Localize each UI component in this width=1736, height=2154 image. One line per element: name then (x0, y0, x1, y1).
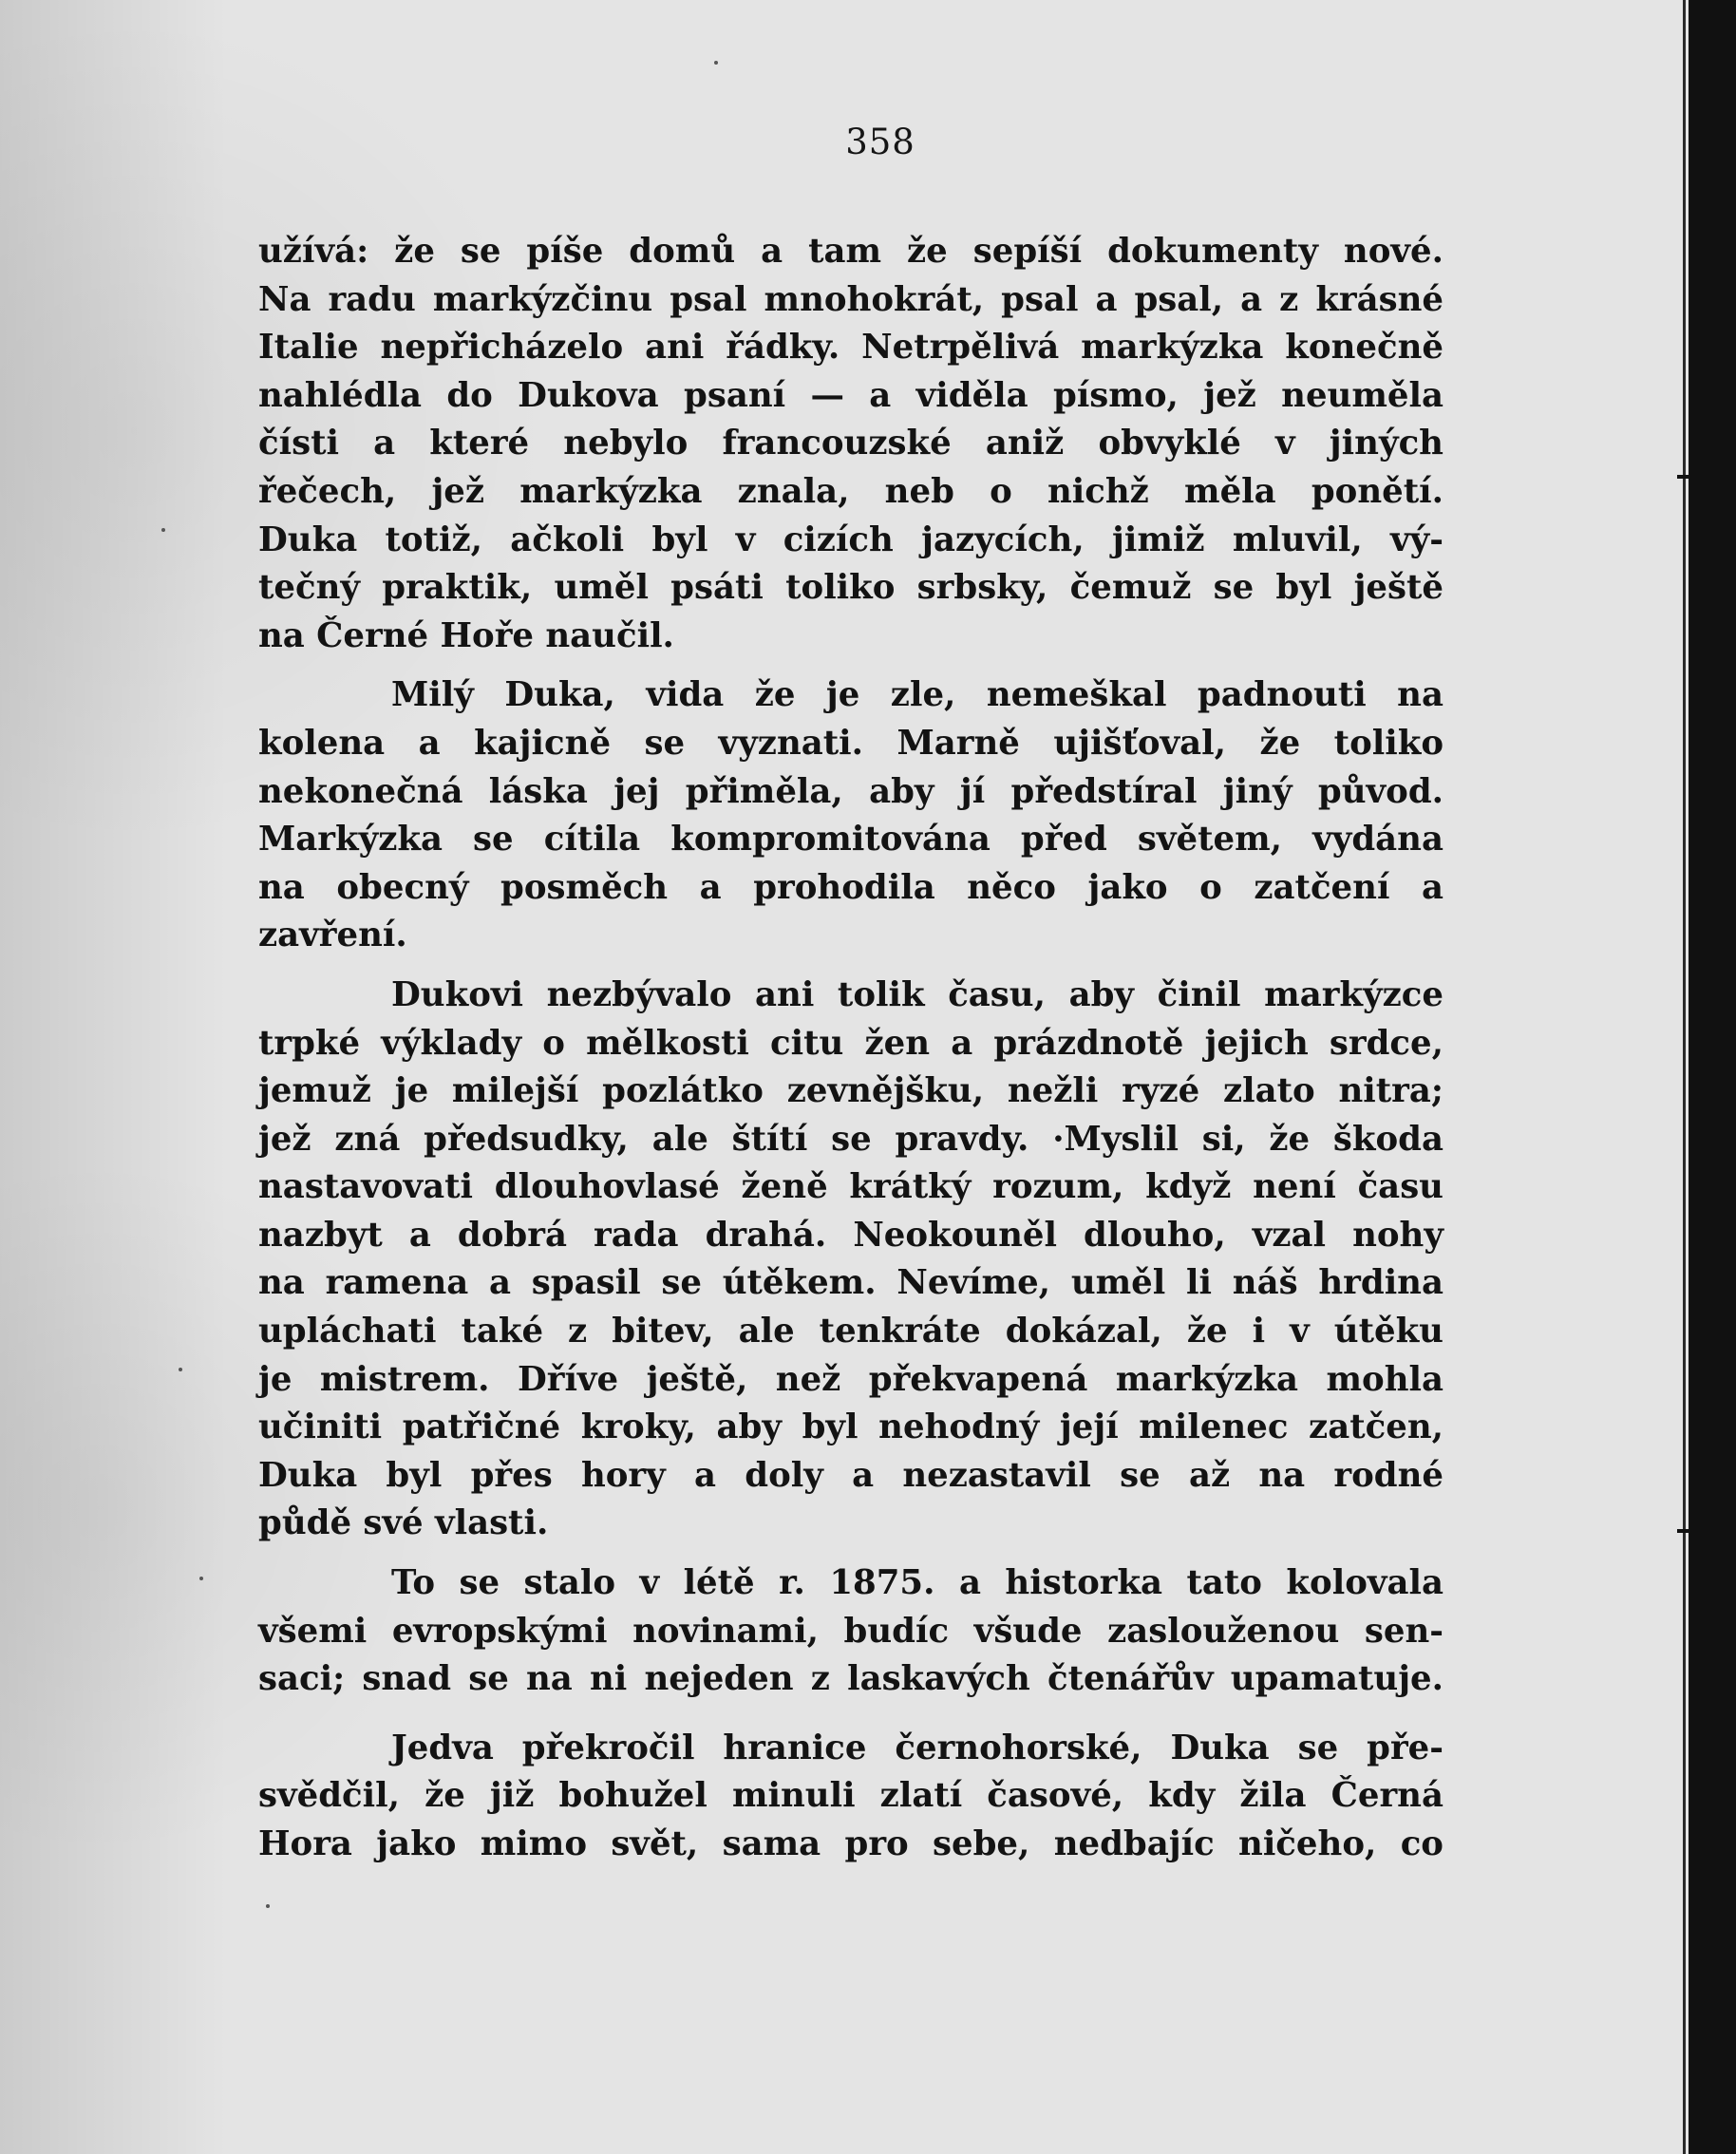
text-line: čísti a které nebylo francouzské aniž obvyklé v jiných (258, 424, 1444, 463)
paragraph-3 (258, 972, 1444, 1548)
print-speck (199, 1577, 203, 1580)
text-line: nekonečná láska jej přiměla, aby jí předstíral jiný původ. (258, 771, 1444, 811)
text-line: Na radu markýzčinu psal mnohokrát, psal a psal, a z krásné (258, 279, 1444, 319)
edge-notch (1677, 475, 1692, 479)
edge-notch (1677, 1529, 1692, 1533)
text-body (258, 228, 1444, 1869)
text-line: zavření. (258, 916, 407, 955)
text-line: nazbyt a dobrá rada drahá. Neokouněl dlouho, vzal nohy (258, 1215, 1444, 1255)
text-line: svědčil, že již bohužel minuli zlatí časové, kdy žila Černá (258, 1776, 1444, 1816)
text-line: trpké výklady o mělkosti citu žen a prázdnotě jejich srdce, (258, 1023, 1444, 1063)
text-line: Hora jako mimo svět, sama pro sebe, nedbajíc ničeho, co (258, 1824, 1444, 1863)
paragraph-5 (258, 1725, 1444, 1869)
print-speck (161, 528, 165, 532)
text-line: půdě své vlasti. (258, 1503, 549, 1543)
text-line: řečech, jež markýzka znala, neb o nichž měla ponětí. (258, 471, 1444, 511)
text-line: na ramena a spasil se útěkem. Nevíme, uměl li náš hrdina (258, 1263, 1444, 1303)
text-line: jež zná předsudky, ale štítí se pravdy. ·Myslil si, že škoda (258, 1119, 1444, 1159)
page-edge-shadow (0, 0, 228, 2154)
paragraph-2 (258, 671, 1444, 960)
text-line: všemi evropskými novinami, budíc všude zaslouženou sen- (258, 1611, 1444, 1651)
text-line: upláchati také z bitev, ale tenkráte dokázal, že i v útěku (258, 1312, 1444, 1351)
text-line: Markýzka se cítila kompromitována před světem, vydána (258, 820, 1444, 860)
page-edge-line (1683, 0, 1686, 2154)
print-speck (266, 1904, 270, 1908)
print-speck (714, 61, 718, 65)
text-line: učiniti patřičné kroky, aby byl nehodný její milenec zatčen, (258, 1408, 1444, 1447)
text-line: tečný praktik, uměl psáti toliko srbsky, čemuž se byl ještě (258, 568, 1444, 608)
text-line: saci; snad se na ni nejeden z laskavých čtenářův upamatuje. (258, 1659, 1444, 1699)
text-line: je mistrem. Dříve ještě, než překvapená markýzka mohla (258, 1359, 1444, 1399)
text-line: Duka totiž, ačkoli byl v cizích jazycích, jimiž mluvil, vý- (258, 520, 1444, 559)
text-line: užívá: že se píše domů a tam že sepíší dokumenty nové. (258, 232, 1444, 271)
text-line: Dukovi nezbývalo ani tolik času, aby činil markýzce (391, 974, 1444, 1014)
scan-margin-right (1689, 0, 1736, 2154)
text-line: Italie nepřicházelo ani řádky. Netrpělivá markýzka konečně (258, 328, 1444, 368)
text-line: na Černé Hoře naučil. (258, 615, 674, 655)
text-line: na obecný posměch a prohodila něco jako o zatčení a (258, 867, 1444, 907)
text-line: Jedva překročil hranice černohorské, Duka se pře- (391, 1728, 1444, 1767)
paragraph-1 (258, 228, 1444, 660)
text-line: Duka byl přes hory a doly a nezastavil se až na rodné (258, 1455, 1444, 1495)
text-line: nahlédla do Dukova psaní — a viděla písmo, jež neuměla (258, 375, 1444, 415)
page-number: 358 (845, 122, 915, 162)
text-line: nastavovati dlouhovlasé ženě krátký rozum, když není času (258, 1167, 1444, 1207)
text-line: To se stalo v létě r. 1875. a historka tato kolovala (391, 1563, 1444, 1603)
text-line: kolena a kajicně se vyznati. Marně ujišťoval, že toliko (258, 723, 1444, 763)
text-line: Milý Duka, vida že je zle, nemeškal padnouti na (391, 675, 1444, 715)
paragraph-4 (258, 1559, 1444, 1704)
print-speck (179, 1368, 182, 1371)
text-line: jemuž je milejší pozlátko zevnějšku, nežli ryzé zlato nitra; (258, 1071, 1444, 1111)
